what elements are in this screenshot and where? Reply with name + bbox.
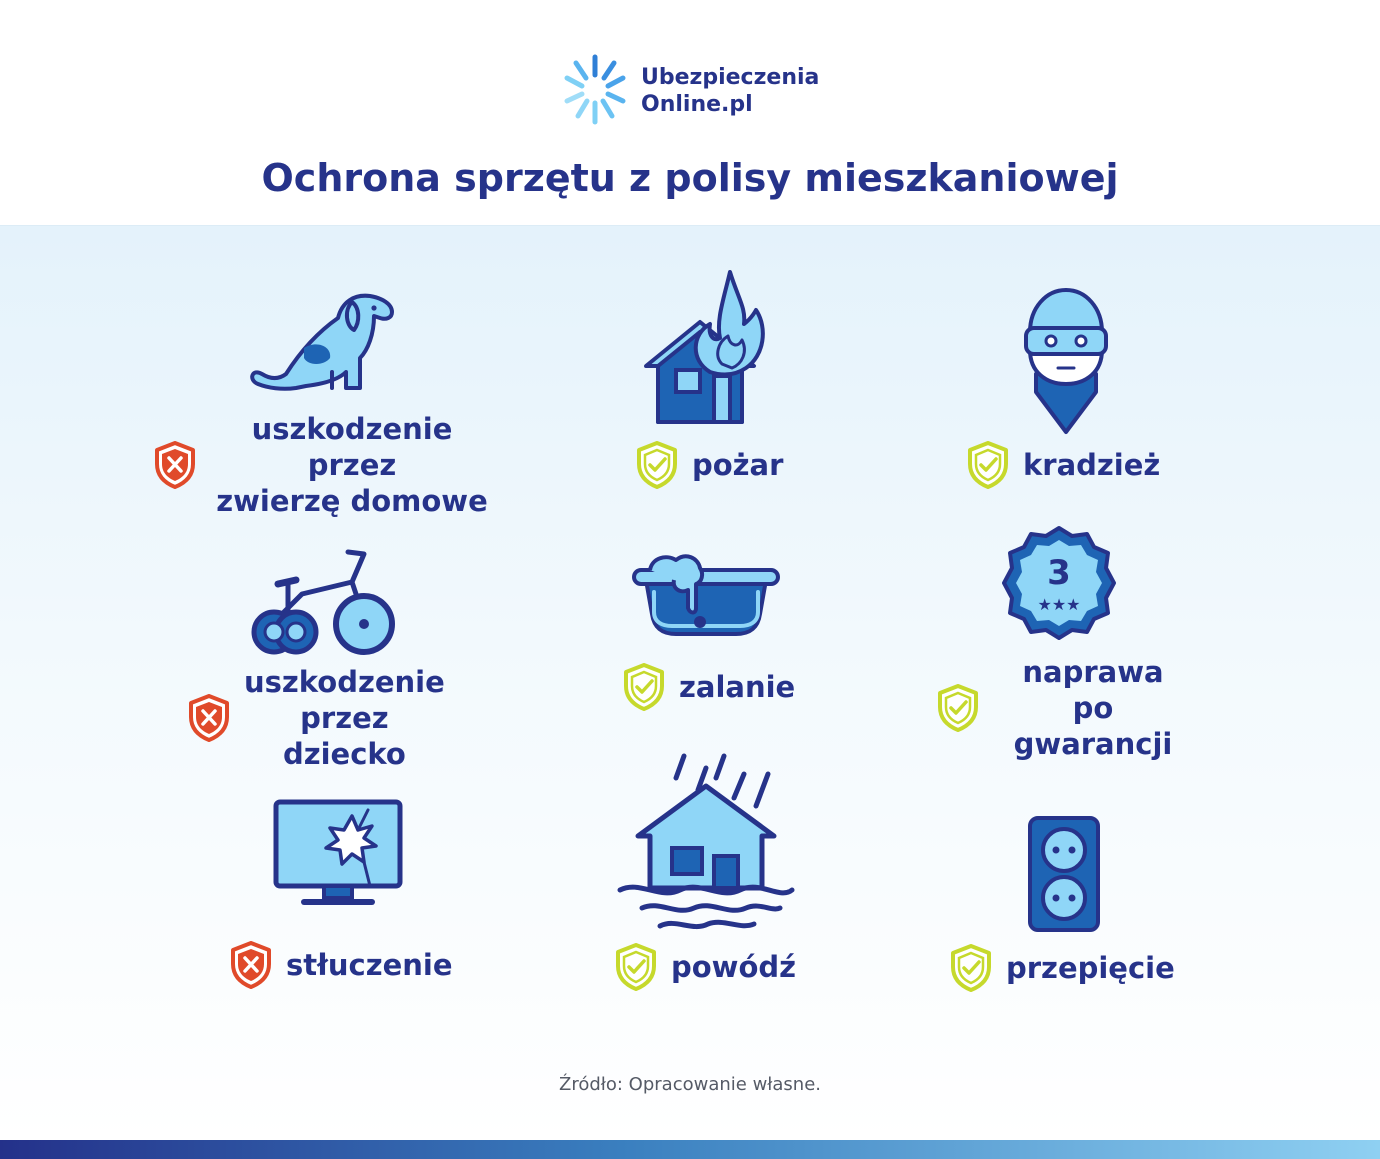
label-flood: [615, 943, 796, 991]
house-fire-icon: [638, 268, 772, 426]
covered-shield-icon: [967, 441, 1009, 489]
warranty-badge-icon: [1000, 524, 1118, 642]
warranty-years: 3: [1047, 553, 1071, 593]
label-line: naprawa: [1022, 655, 1164, 689]
flood-house-icon: [616, 752, 796, 932]
label-power-surge: [950, 944, 1175, 992]
label-line: kradzież: [1023, 448, 1161, 482]
bottom-gradient-bar: [0, 1140, 1380, 1159]
page-title: Ochrona sprzętu z polisy mieszkaniowej: [261, 156, 1119, 200]
label-line: przepięcie: [1006, 951, 1175, 985]
covered-shield-icon: [950, 944, 992, 992]
not-covered-shield-icon: [154, 441, 196, 489]
logo-sunburst-icon: [563, 50, 627, 128]
covered-shield-icon: [615, 943, 657, 991]
covered-shield-icon: [623, 663, 665, 711]
bathtub-icon: [630, 548, 782, 640]
logo-line-2: Online.pl: [641, 92, 753, 117]
label-post-warranty-repair: [937, 654, 1193, 762]
label-theft: [967, 441, 1160, 489]
label-water-damage: [623, 663, 795, 711]
broken-monitor-icon: [272, 798, 404, 910]
label-line: stłuczenie: [286, 948, 453, 982]
logo-line-1: Ubezpieczenia: [641, 65, 820, 90]
label-line: przez dziecko: [282, 701, 406, 771]
label-line: pożar: [692, 448, 784, 482]
power-socket-icon: [1026, 814, 1102, 934]
thief-icon: [1018, 284, 1114, 436]
label-child-damage: [188, 664, 445, 772]
label-line: zalanie: [679, 670, 796, 704]
covered-shield-icon: [636, 441, 678, 489]
bicycle-icon: [248, 540, 402, 658]
svg-text:★★★: ★★★: [1037, 595, 1081, 614]
label-line: powódź: [671, 950, 797, 984]
label-breakage: [230, 941, 453, 989]
covered-shield-icon: [937, 684, 979, 732]
not-covered-shield-icon: [188, 694, 230, 742]
label-fire: [636, 441, 783, 489]
source-note: Źródło: Opracowanie własne.: [558, 1074, 822, 1095]
logo[interactable]: [563, 50, 833, 130]
logo-text: [641, 64, 819, 118]
label-line: po gwarancji: [1013, 691, 1173, 761]
label-pet-damage: [154, 411, 494, 519]
label-line: uszkodzenie: [244, 665, 445, 699]
not-covered-shield-icon: [230, 941, 272, 989]
label-line: zwierzę domowe: [216, 484, 488, 518]
label-line: uszkodzenie przez: [251, 412, 453, 482]
dog-icon: [246, 288, 396, 400]
header: [0, 0, 1380, 225]
